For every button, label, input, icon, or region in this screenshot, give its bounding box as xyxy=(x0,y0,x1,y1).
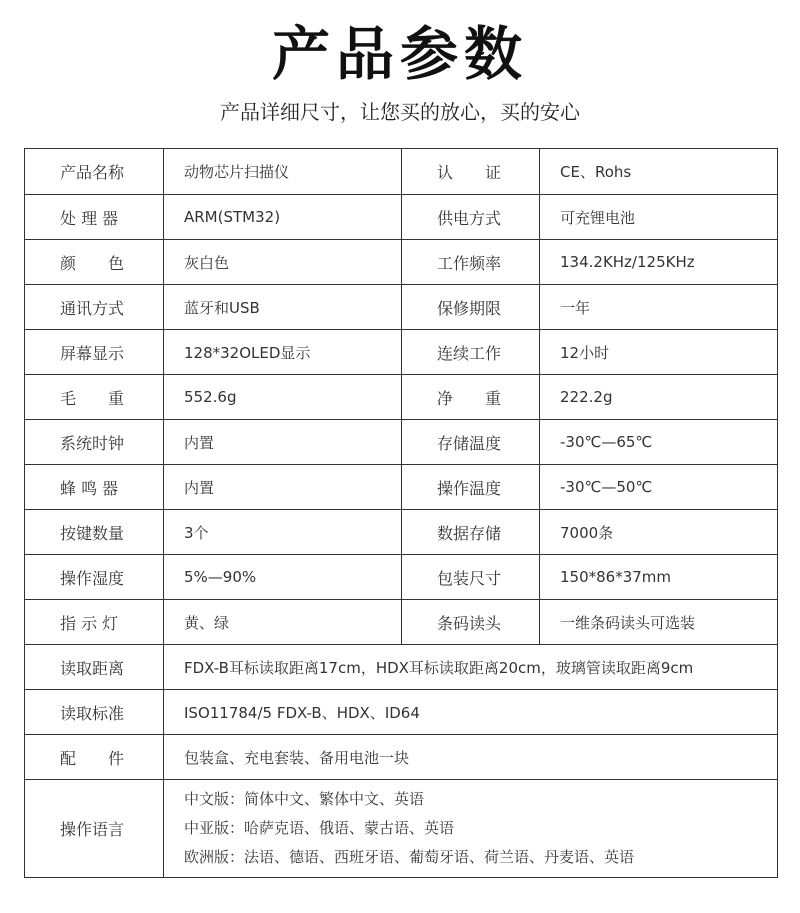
spec-value: 内置 xyxy=(164,420,402,465)
spec-label-2: 保修期限 xyxy=(402,285,540,330)
spec-value-2: 可充锂电池 xyxy=(540,195,778,240)
spec-value: 蓝牙和USB xyxy=(164,285,402,330)
spec-label: 蜂 鸣 器 xyxy=(25,465,164,510)
spec-label-2: 数据存储 xyxy=(402,510,540,555)
spec-row-languages xyxy=(25,780,778,878)
spec-value: ARM(STM32) xyxy=(164,195,402,240)
spec-label-2: 操作温度 xyxy=(402,465,540,510)
spec-value: 552.6g xyxy=(164,375,402,420)
spec-value-2: 7000条 xyxy=(540,510,778,555)
spec-label: 产品名称 xyxy=(25,149,164,195)
spec-label-2: 工作频率 xyxy=(402,240,540,285)
spec-value: 黄、绿 xyxy=(164,600,402,645)
spec-label: 操作语言 xyxy=(25,780,164,878)
page-title: 产品参数 xyxy=(271,20,528,88)
spec-label-2: 认 证 xyxy=(402,149,540,195)
spec-value-2: -30℃—65℃ xyxy=(540,420,778,465)
spec-value-2: 一维条码读头可选装 xyxy=(540,600,778,645)
spec-label: 系统时钟 xyxy=(25,420,164,465)
language-list xyxy=(164,780,778,878)
spec-row xyxy=(25,330,778,375)
spec-table xyxy=(24,148,778,878)
spec-label: 按键数量 xyxy=(25,510,164,555)
spec-label: 毛 重 xyxy=(25,375,164,420)
language-line-china: 中文版：简体中文、繁体中文、英语 xyxy=(184,790,425,808)
spec-label-2: 连续工作 xyxy=(402,330,540,375)
spec-row xyxy=(25,465,778,510)
spec-value-2: CE、Rohs xyxy=(540,149,778,195)
spec-value-2: 222.2g xyxy=(540,375,778,420)
page-subtitle: 产品详细尺寸，让您买的放心，买的安心 xyxy=(220,100,580,124)
spec-label: 屏幕显示 xyxy=(25,330,164,375)
spec-label-2: 存储温度 xyxy=(402,420,540,465)
spec-value: 灰白色 xyxy=(164,240,402,285)
spec-value-2: 一年 xyxy=(540,285,778,330)
spec-value: 3个 xyxy=(164,510,402,555)
spec-label-2: 包装尺寸 xyxy=(402,555,540,600)
spec-row xyxy=(25,285,778,330)
spec-label-2: 条码读头 xyxy=(402,600,540,645)
spec-row xyxy=(25,240,778,285)
spec-value-2: 12小时 xyxy=(540,330,778,375)
spec-label: 读取标准 xyxy=(25,690,164,735)
spec-value: 内置 xyxy=(164,465,402,510)
spec-row xyxy=(25,420,778,465)
spec-value: 5%—90% xyxy=(164,555,402,600)
spec-row xyxy=(25,510,778,555)
spec-value: 包装盒、充电套装、备用电池一块 xyxy=(164,735,778,780)
spec-row xyxy=(25,375,778,420)
spec-row xyxy=(25,195,778,240)
spec-row xyxy=(25,555,778,600)
spec-label: 通讯方式 xyxy=(25,285,164,330)
spec-label: 读取距离 xyxy=(25,645,164,690)
spec-row-wide xyxy=(25,690,778,735)
spec-label-2: 净 重 xyxy=(402,375,540,420)
spec-value: 128*32OLED显示 xyxy=(164,330,402,375)
spec-label: 指 示 灯 xyxy=(25,600,164,645)
spec-value: FDX-B耳标读取距离17cm，HDX耳标读取距离20cm，玻璃管读取距离9cm xyxy=(164,645,778,690)
spec-value-2: -30℃—50℃ xyxy=(540,465,778,510)
spec-label: 配 件 xyxy=(25,735,164,780)
spec-row-wide xyxy=(25,645,778,690)
spec-row xyxy=(25,149,778,195)
spec-label: 颜 色 xyxy=(25,240,164,285)
language-line-central-asia: 中亚版：哈萨克语、俄语、蒙古语、英语 xyxy=(184,819,455,837)
spec-value-2: 150*86*37mm xyxy=(540,555,778,600)
spec-row xyxy=(25,600,778,645)
spec-label: 操作湿度 xyxy=(25,555,164,600)
spec-value: ISO11784/5 FDX-B、HDX、ID64 xyxy=(164,690,778,735)
language-line-europe: 欧洲版：法语、德语、西班牙语、葡萄牙语、荷兰语、丹麦语、英语 xyxy=(184,848,635,866)
spec-row-wide xyxy=(25,735,778,780)
spec-label: 处 理 器 xyxy=(25,195,164,240)
spec-value-2: 134.2KHz/125KHz xyxy=(540,240,778,285)
spec-value: 动物芯片扫描仪 xyxy=(164,149,402,195)
spec-label-2: 供电方式 xyxy=(402,195,540,240)
